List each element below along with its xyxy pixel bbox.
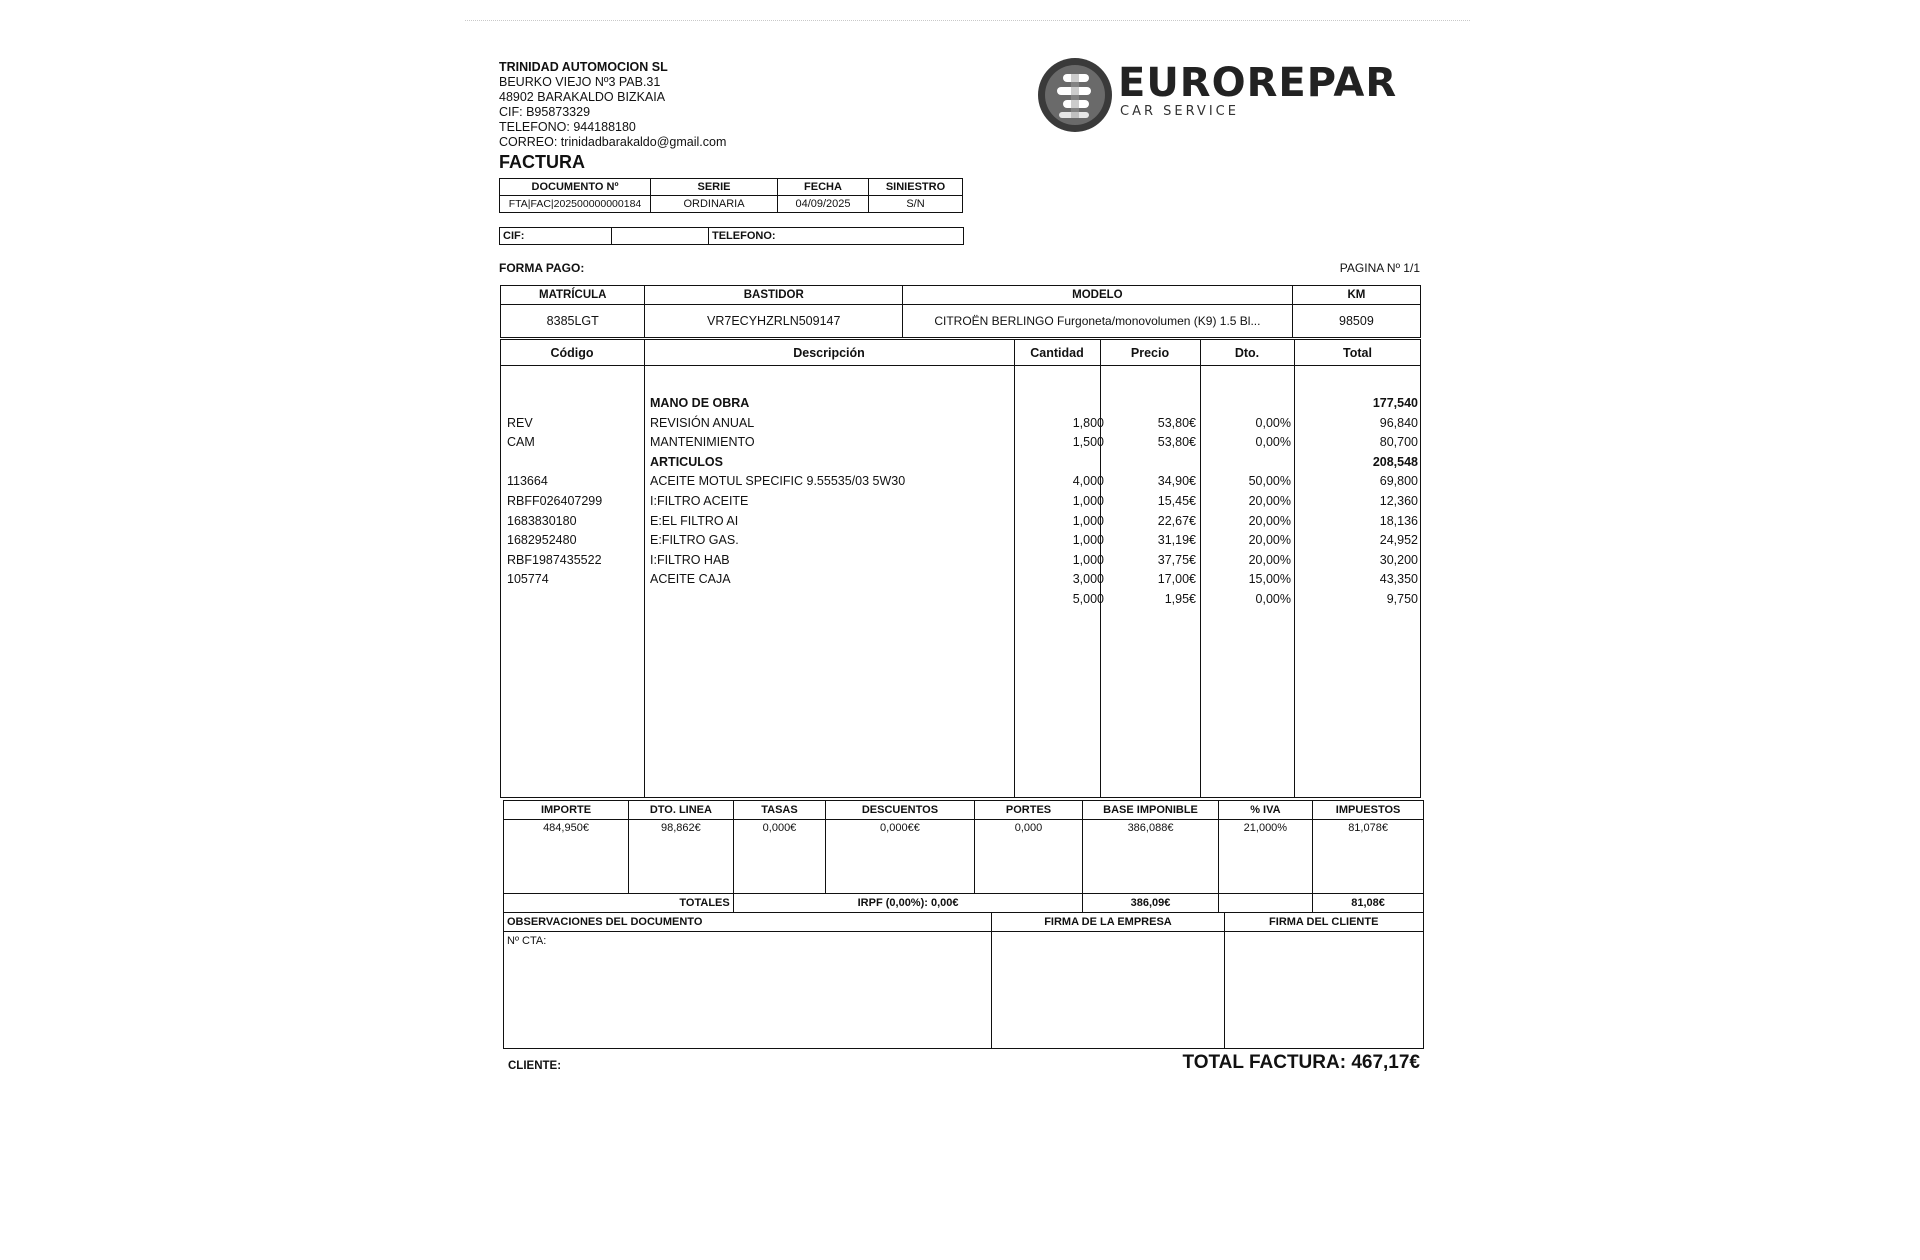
summary-impuestos-total: 81,08€ — [1313, 894, 1424, 913]
table-row — [500, 435, 1421, 455]
observaciones-label: OBSERVACIONES DEL DOCUMENTO — [504, 913, 992, 932]
item-precio: 37,75€ — [1157, 552, 1196, 567]
item-precio: 15,45€ — [1157, 494, 1196, 508]
item-precio: 17,00€ — [1157, 572, 1196, 587]
firma-empresa-label: FIRMA DE LA EMPRESA — [992, 913, 1224, 932]
logo-brand: EUROREPAR — [1118, 60, 1398, 106]
summary-dto-linea: 98,862€ — [629, 820, 734, 894]
table-row — [500, 416, 1421, 436]
summary-header-portes: PORTES — [974, 801, 1083, 820]
vehicle-table — [500, 285, 1421, 338]
item-description: E:FILTRO GAS. — [650, 533, 739, 548]
table-row — [500, 514, 1421, 534]
item-cantidad: 4,000 — [1072, 474, 1104, 489]
top-dotted-line — [465, 20, 1470, 21]
summary-table — [503, 800, 1424, 913]
item-dto: 0,00% — [1255, 415, 1291, 430]
company-address-line1: BEURKO VIEJO Nº3 PAB.31 — [499, 75, 661, 89]
doc-value-siniestro: S/N — [869, 196, 963, 213]
summary-iva: 21,000% — [1218, 820, 1313, 894]
item-cantidad: 3,000 — [1072, 572, 1104, 587]
eurorepar-logo-icon — [1037, 57, 1113, 133]
item-dto: 20,00% — [1248, 494, 1291, 508]
doc-header-serie: SERIE — [651, 179, 778, 196]
numero-cuenta: Nº CTA: — [504, 932, 992, 1049]
item-description: REVISIÓN ANUAL — [650, 415, 755, 430]
item-code: 1682952480 — [507, 533, 577, 548]
summary-portes: 0,000 — [974, 820, 1083, 894]
item-dto: 20,00% — [1248, 552, 1291, 567]
item-cantidad: 5,000 — [1072, 592, 1104, 606]
vehicle-bastidor: VR7ECYHZRLN509147 — [645, 305, 903, 338]
item-total: 18,136 — [1379, 513, 1418, 528]
summary-header-descuentos: DESCUENTOS — [826, 801, 974, 820]
vehicle-header-matricula: MATRÍCULA — [501, 286, 645, 305]
item-total: 43,350 — [1379, 572, 1418, 587]
item-cantidad: 1,000 — [1072, 513, 1104, 528]
logo-tagline: CAR SERVICE — [1120, 104, 1239, 119]
vehicle-km: 98509 — [1292, 305, 1420, 338]
company-name: TRINIDAD AUTOMOCION SL — [499, 60, 668, 74]
summary-descuentos: 0,000€€ — [826, 820, 974, 894]
item-total: 69,800 — [1379, 474, 1418, 489]
item-precio: 34,90€ — [1157, 474, 1196, 489]
table-row — [500, 494, 1421, 514]
item-code: 105774 — [507, 572, 549, 587]
item-dto: 0,00% — [1255, 592, 1291, 606]
section-row — [500, 396, 1421, 416]
customer-cif-label: CIF: — [500, 228, 612, 245]
vehicle-matricula: 8385LGT — [501, 305, 645, 338]
vehicle-header-km: KM — [1292, 286, 1420, 305]
summary-header-importe: IMPORTE — [504, 801, 629, 820]
summary-header-dto-linea: DTO. LINEA — [629, 801, 734, 820]
firma-empresa-area — [992, 932, 1224, 1049]
table-row — [500, 572, 1421, 592]
item-description: E:EL FILTRO AI — [650, 513, 739, 528]
document-info-table — [499, 178, 963, 213]
item-precio: 22,67€ — [1157, 513, 1196, 528]
item-total: 9,750 — [1386, 592, 1418, 606]
vehicle-header-modelo: MODELO — [903, 286, 1293, 305]
item-cantidad: 1,000 — [1072, 533, 1104, 548]
item-code: RBFF026407299 — [507, 494, 603, 508]
summary-header-impuestos: IMPUESTOS — [1313, 801, 1424, 820]
doc-header-fecha: FECHA — [778, 179, 869, 196]
items-header-total: Total — [1343, 346, 1372, 360]
summary-impuestos: 81,078€ — [1313, 820, 1424, 894]
item-dto: 0,00% — [1255, 435, 1291, 450]
item-dto: 15,00% — [1248, 572, 1291, 587]
summary-importe: 484,950€ — [504, 820, 629, 894]
company-correo: CORREO: trinidadbarakaldo@gmail.com — [499, 135, 727, 149]
company-telefono: TELEFONO: 944188180 — [499, 120, 636, 134]
firma-cliente-label: FIRMA DEL CLIENTE — [1224, 913, 1424, 932]
item-precio: 53,80€ — [1157, 415, 1196, 430]
customer-cif-value — [612, 228, 709, 245]
items-header-dto: Dto. — [1234, 346, 1260, 360]
section-row — [500, 455, 1421, 475]
vehicle-header-bastidor: BASTIDOR — [645, 286, 903, 305]
items-header-cantidad: Cantidad — [1030, 346, 1084, 360]
summary-tasas: 0,000€ — [733, 820, 826, 894]
items-header-descripcion: Descripción — [793, 346, 865, 360]
item-code: RBF1987435522 — [507, 552, 602, 567]
item-description: I:FILTRO ACEITE — [650, 494, 749, 508]
doc-value-numero: FTA|FAC|202500000000184 — [500, 196, 651, 213]
item-code: REV — [507, 415, 533, 430]
item-description: ACEITE CAJA — [650, 572, 731, 587]
item-total: 24,952 — [1379, 533, 1418, 548]
observations-table — [503, 912, 1424, 1049]
doc-header-numero: DOCUMENTO Nº — [500, 179, 651, 196]
customer-cif-table — [499, 227, 964, 245]
summary-totales-label: TOTALES — [504, 894, 734, 913]
doc-value-serie: ORDINARIA — [651, 196, 778, 213]
summary-header-base-imponible: BASE IMPONIBLE — [1083, 801, 1218, 820]
summary-base-imponible: 386,088€ — [1083, 820, 1218, 894]
items-header-precio: Precio — [1130, 346, 1170, 360]
item-description: MANTENIMIENTO — [650, 435, 755, 450]
firma-cliente-area — [1224, 932, 1424, 1049]
doc-header-siniestro: SINIESTRO — [869, 179, 963, 196]
table-row — [500, 592, 1421, 612]
summary-header-tasas: TASAS — [733, 801, 826, 820]
total-factura: TOTAL FACTURA: 467,17€ — [1182, 1052, 1420, 1073]
customer-telefono-label: TELEFONO: — [709, 228, 964, 245]
item-code: 113664 — [507, 474, 548, 489]
item-description: ACEITE MOTUL SPECIFIC 9.55535/03 5W30 — [650, 474, 906, 489]
item-total: 80,700 — [1379, 435, 1418, 450]
item-total: 208,548 — [1372, 454, 1418, 469]
document-title: FACTURA — [499, 152, 585, 172]
page-number: PAGINA Nº 1/1 — [1339, 261, 1420, 275]
doc-value-fecha: 04/09/2025 — [778, 196, 869, 213]
table-row — [500, 474, 1421, 494]
table-row — [500, 533, 1421, 553]
item-description: I:FILTRO HAB — [650, 552, 730, 567]
item-precio: 31,19€ — [1157, 533, 1196, 548]
item-code: CAM — [507, 435, 535, 450]
item-code: 1683830180 — [507, 513, 577, 528]
item-cantidad: 1,000 — [1072, 494, 1104, 508]
item-cantidad: 1,500 — [1072, 435, 1104, 450]
summary-irpf: IRPF (0,00%): 0,00€ — [733, 894, 1083, 913]
item-dto: 20,00% — [1248, 513, 1291, 528]
summary-base-total: 386,09€ — [1083, 894, 1218, 913]
summary-header-iva: % IVA — [1218, 801, 1313, 820]
company-address-line2: 48902 BARAKALDO BIZKAIA — [499, 90, 666, 104]
company-info — [499, 60, 726, 150]
cliente-label: CLIENTE: — [508, 1060, 562, 1072]
item-dto: 20,00% — [1248, 533, 1291, 548]
item-dto: 50,00% — [1248, 474, 1291, 489]
item-description: MANO DE OBRA — [650, 396, 750, 410]
item-total: 96,840 — [1379, 415, 1418, 430]
item-cantidad: 1,000 — [1072, 552, 1104, 567]
item-precio: 53,80€ — [1157, 435, 1196, 450]
summary-empty-cell — [1218, 894, 1313, 913]
item-description: ARTICULOS — [650, 454, 723, 469]
item-total: 177,540 — [1372, 396, 1418, 410]
item-total: 30,200 — [1379, 552, 1418, 567]
item-cantidad: 1,800 — [1072, 415, 1104, 430]
company-cif: CIF: B95873329 — [499, 105, 591, 119]
vehicle-modelo: CITROËN BERLINGO Furgoneta/monovolumen (K9) 1.5 Bl... — [903, 305, 1293, 338]
item-precio: 1,95€ — [1164, 592, 1196, 606]
items-header-codigo: Código — [550, 346, 594, 360]
item-total: 12,360 — [1379, 494, 1418, 508]
forma-pago-label: FORMA PAGO: — [499, 261, 585, 275]
table-row — [500, 553, 1421, 573]
